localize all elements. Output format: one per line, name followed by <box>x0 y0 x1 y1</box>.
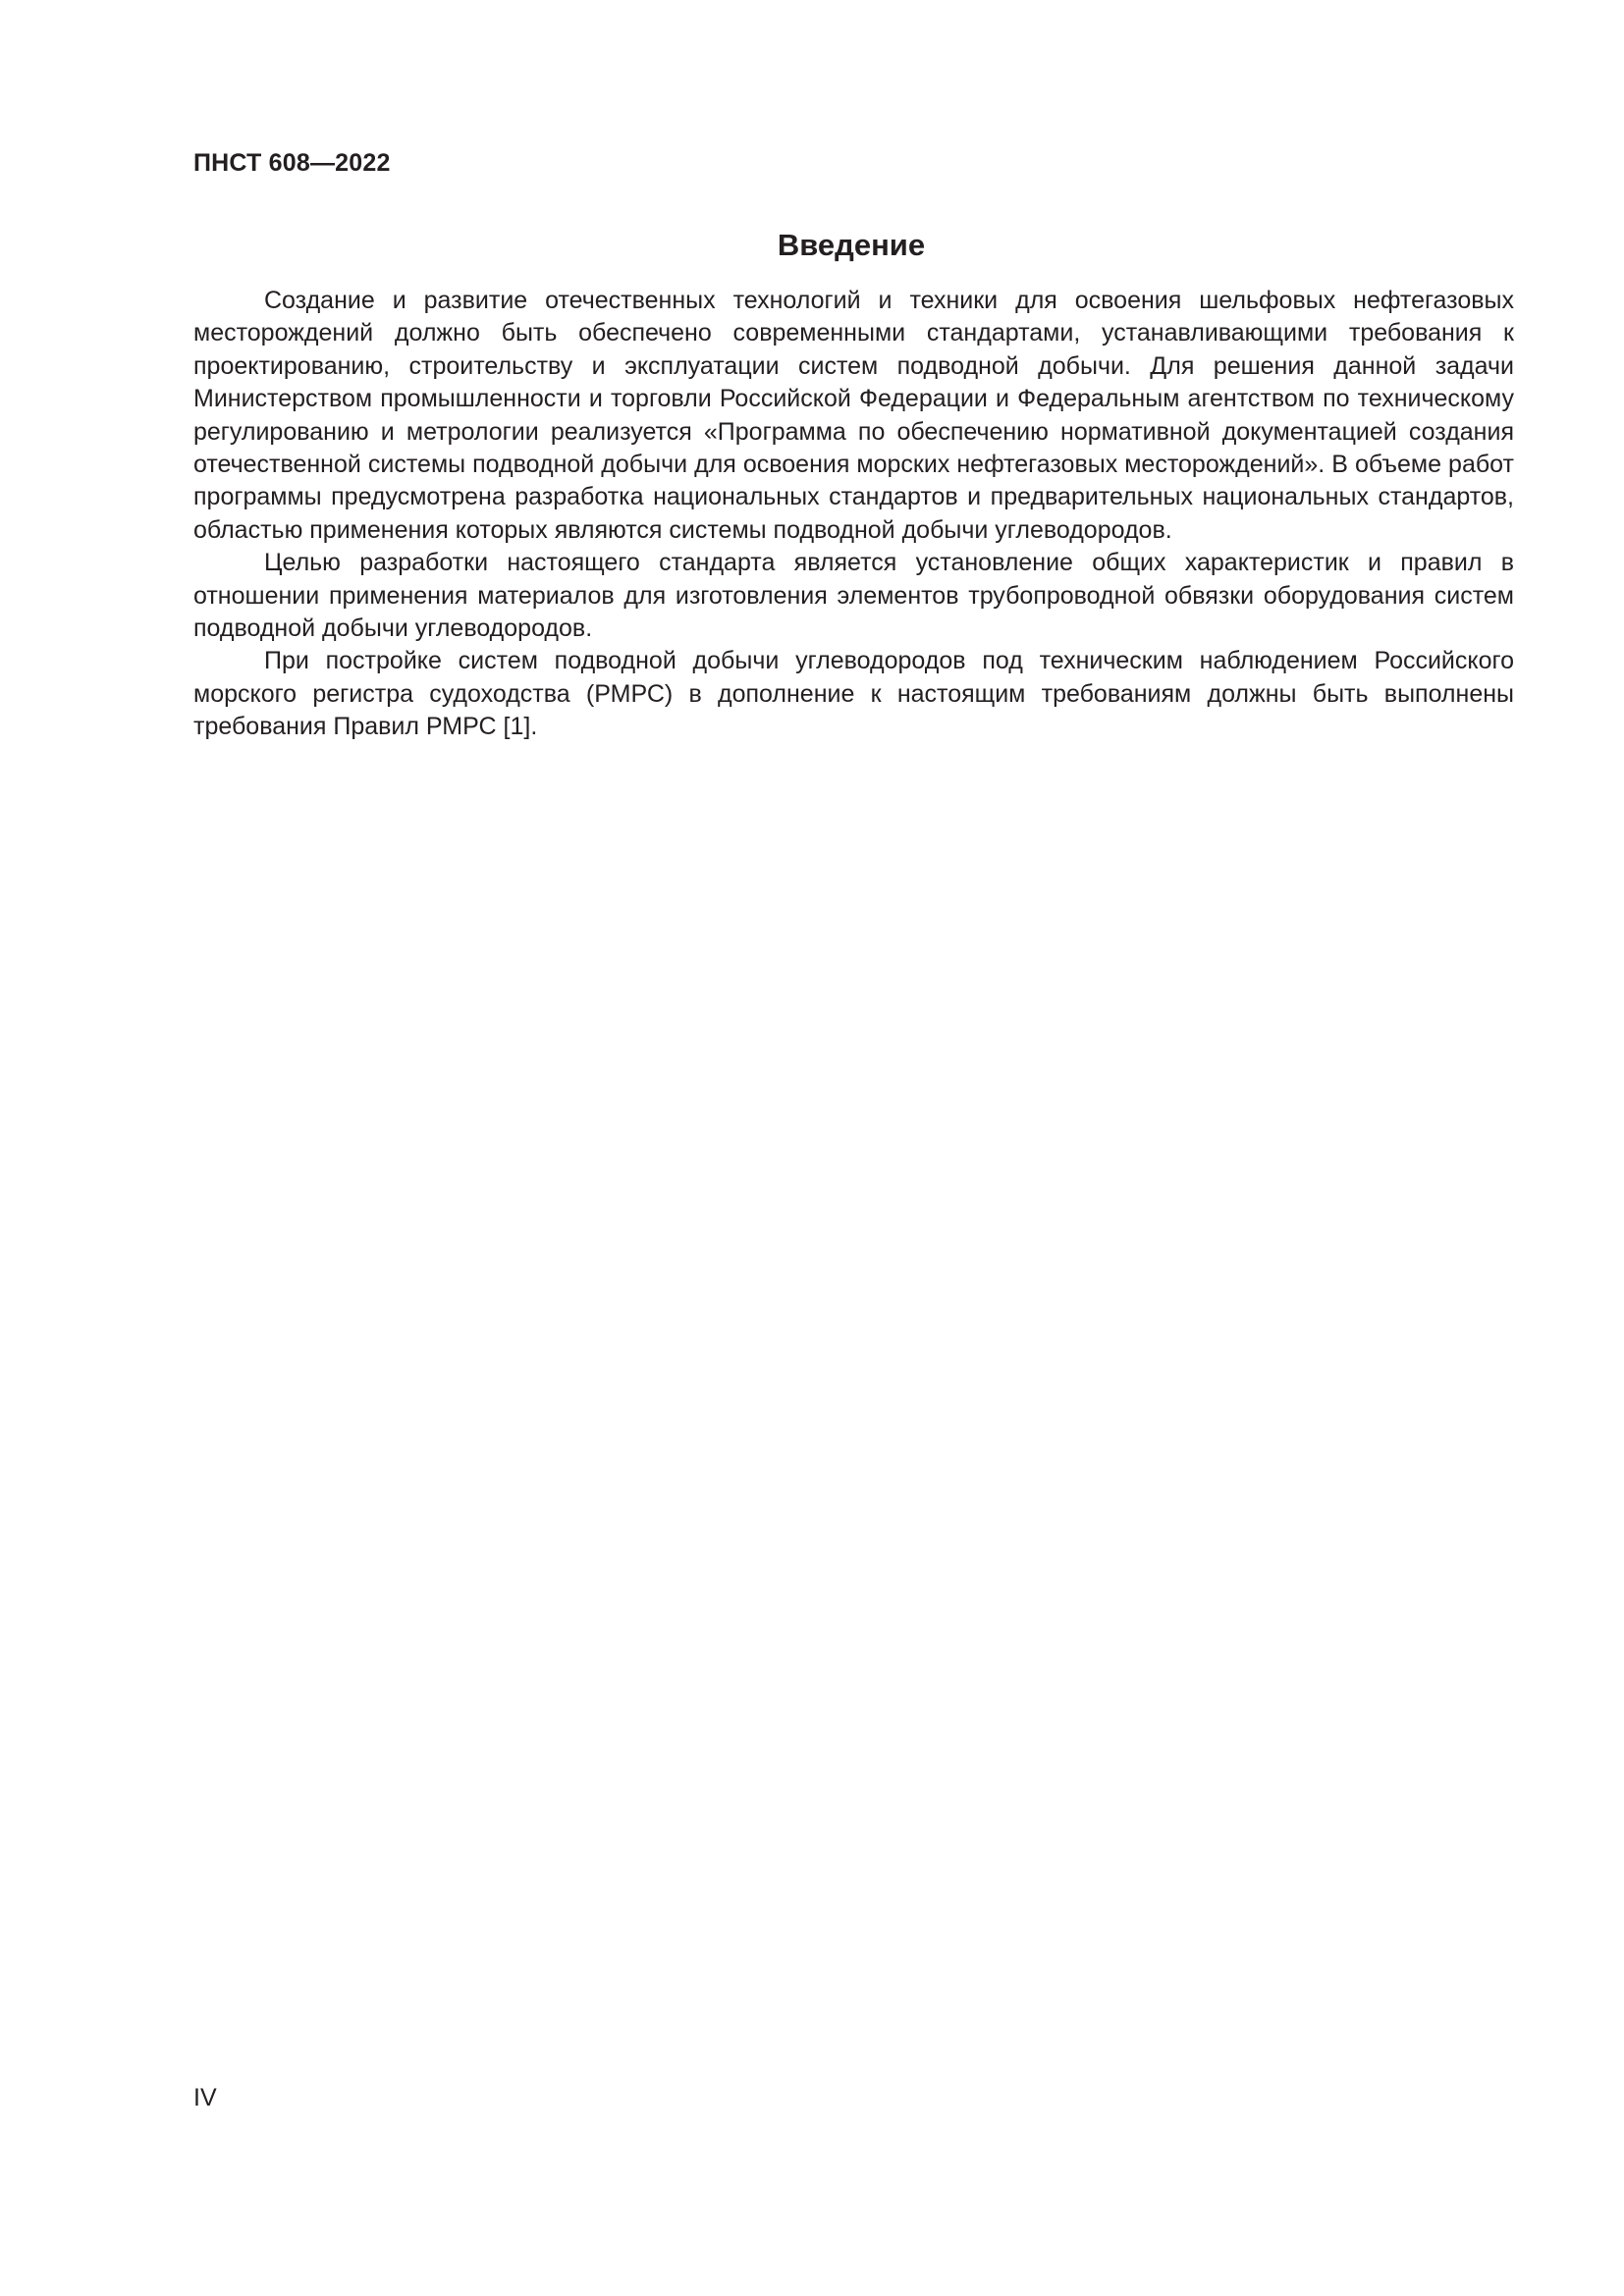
paragraph: Целью разработки настоящего стандарта является установление общих характеристик и правил в отношении применения материалов для изготовления элементов трубопроводной обвязки оборудования систем подводной добычи углеводородов. <box>193 549 1514 643</box>
body-text <box>193 285 1514 744</box>
page-number: IV <box>193 2084 217 2111</box>
section-title: Введение <box>777 228 926 262</box>
paragraph: При постройке систем подводной добычи углеводородов под техническим наблюдением Российского морского регистра судоходства (РМРС) в дополнение к настоящим требованиям должны быть выполнены требования Правил РМРС [1]. <box>193 647 1514 741</box>
paragraph: Создание и развитие отечественных технологий и техники для освоения шельфовых нефтегазовых месторождений должно быть обеспечено современными стандартами, устанавливающими требования к проектированию, строительству и эксплуатации систем подводной добычи. Для решения данной задачи Министерством промышленности и торговли Российской Федерации и Федеральным агентством по техническому регулированию и метрологии реализуется «Программа по обеспечению нормативной документацией создания отечественной системы подводной добычи для освоения морских нефтегазовых месторождений». В объеме работ программы предусмотрена разработка национальных стандартов и предварительных национальных стандартов, областью применения которых являются системы подводной добычи углеводородов. <box>193 287 1514 544</box>
document-code: ПНСТ 608—2022 <box>193 149 391 177</box>
